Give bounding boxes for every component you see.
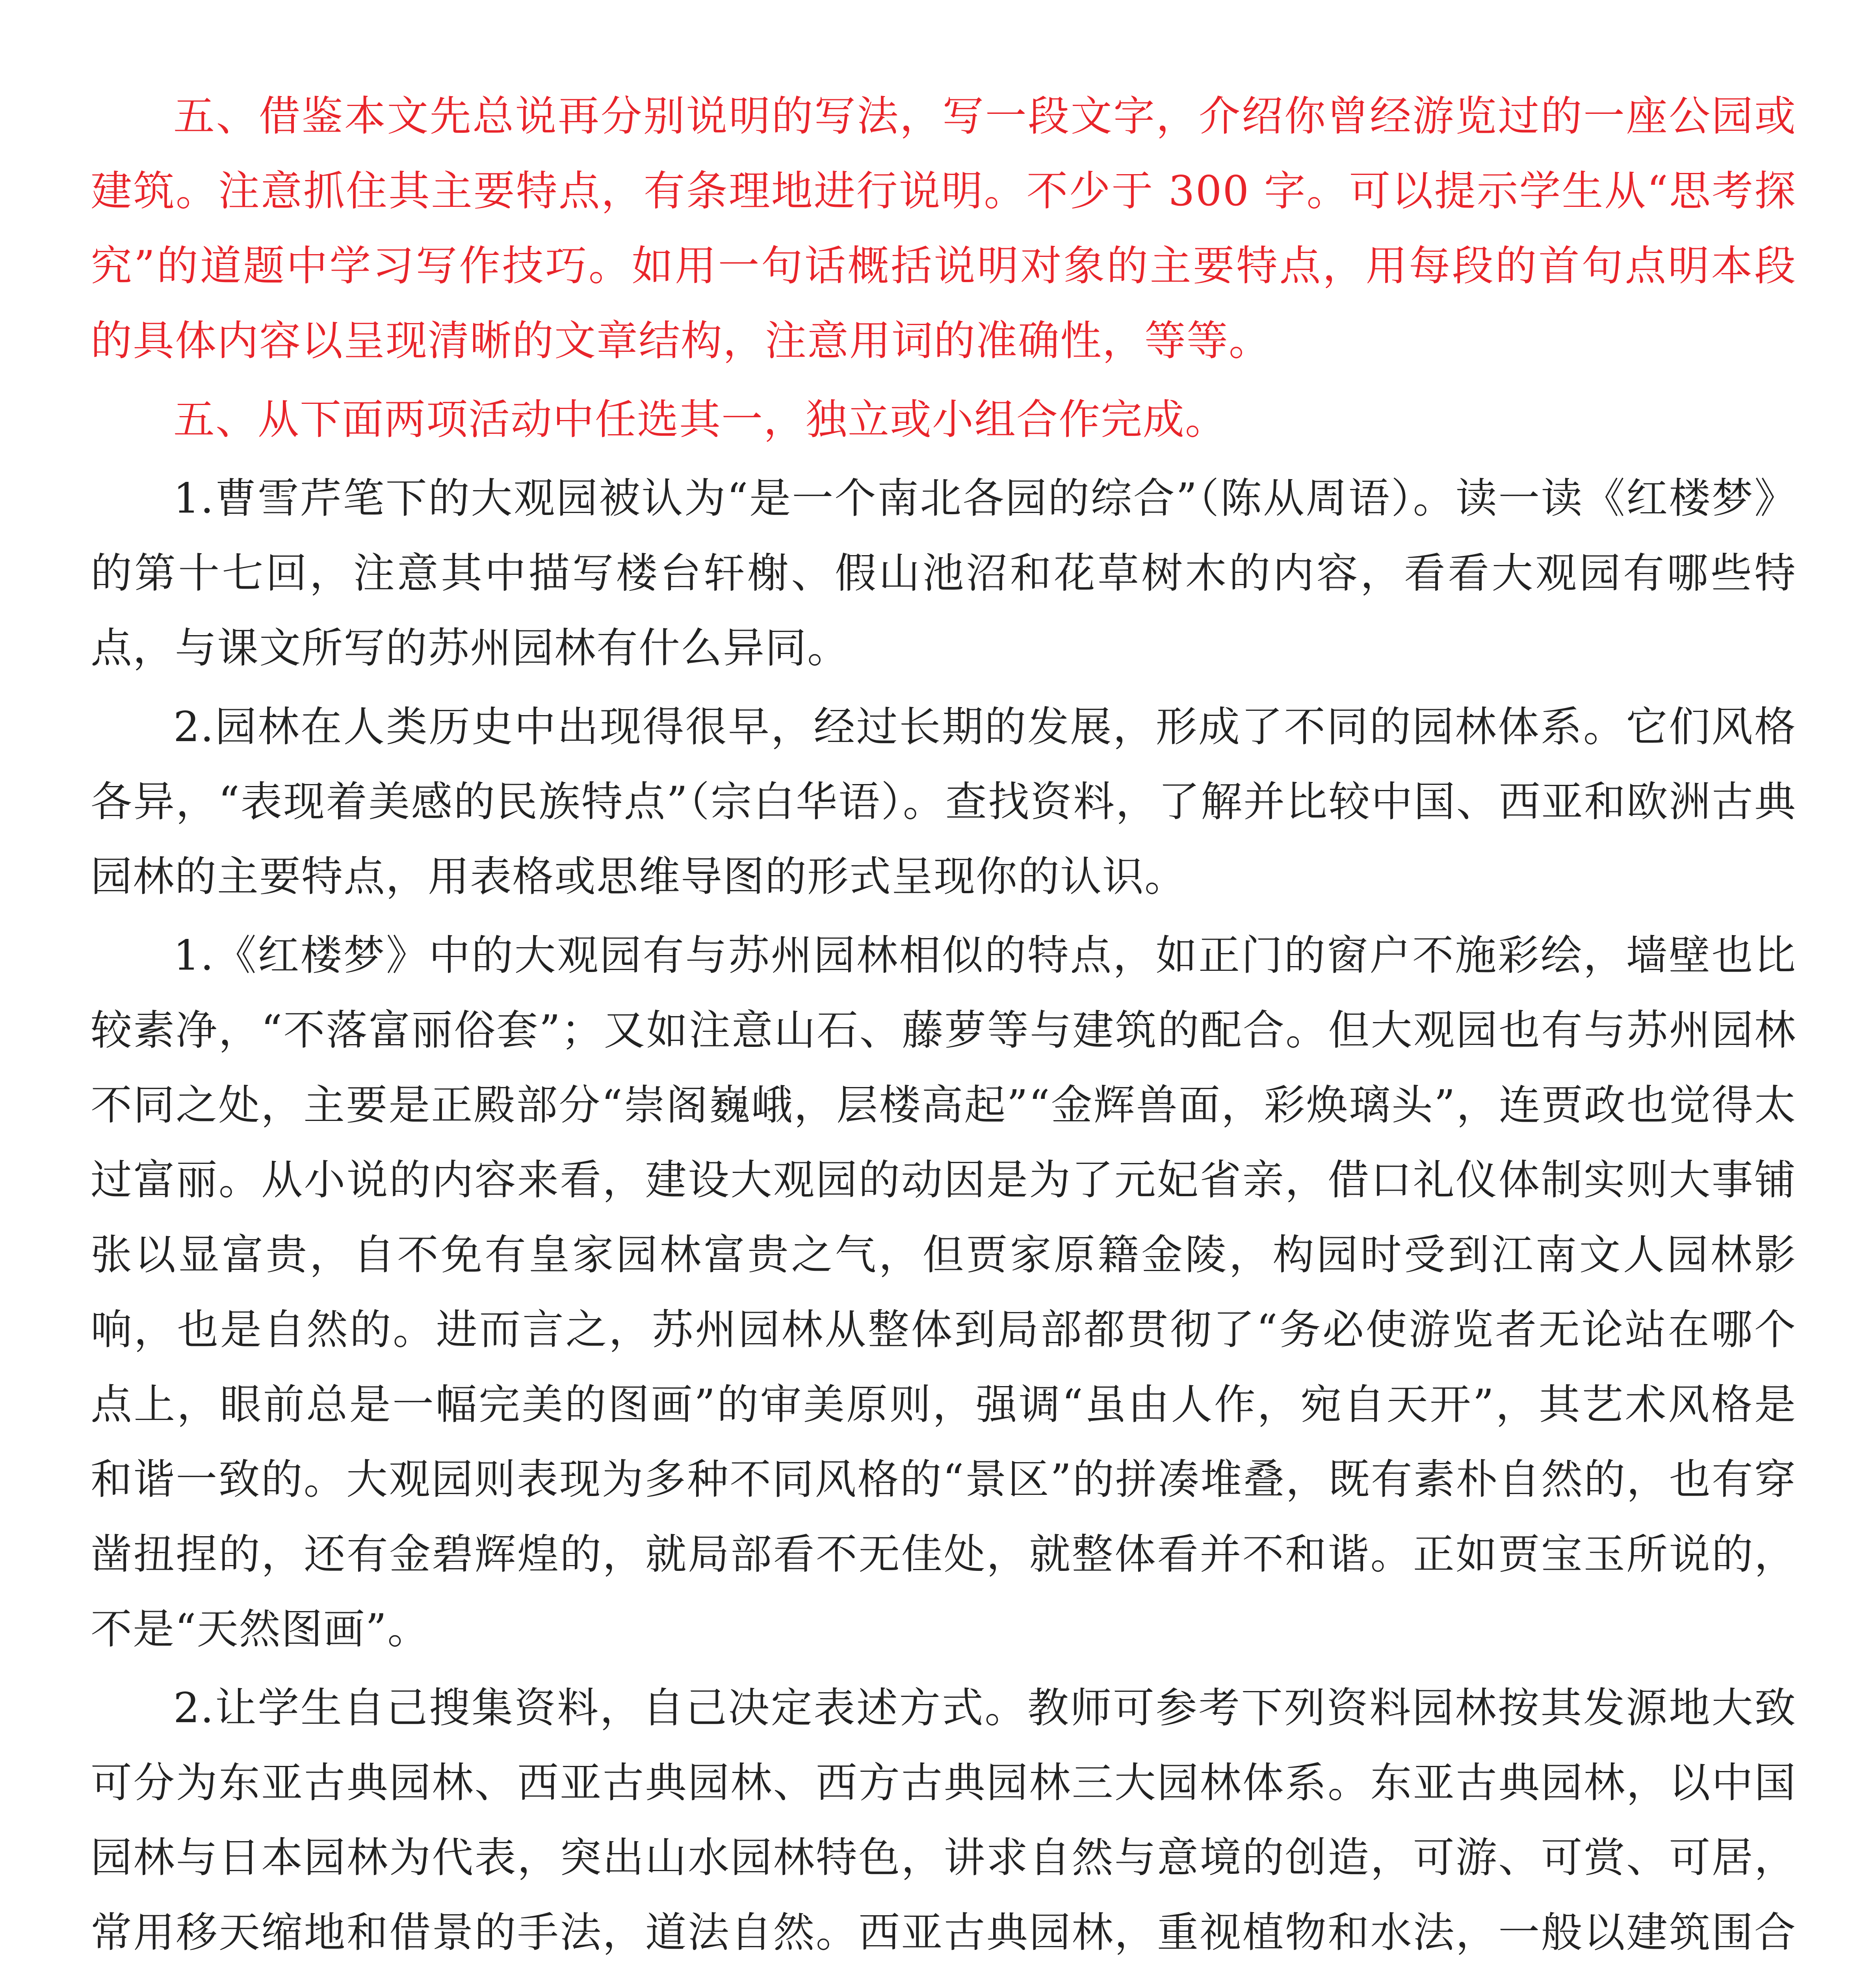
activity-two-answer: 2.让学生自己搜集资料，自己决定表述方式。教师可参考下列资料园林按其发源地大致可分为东亚古典园林、西亚古典园林、西方古典园林三大园林体系。东亚古典园林，以中国园林与日本园林为代表，突出山水园林特色，讲求自然与意境的创造，可游、可赏、可居，常用移天缩地和借景的手法，道法自然。西亚古典园林，重视植物和水法，一般以建筑围合 [91,1684,1796,1957]
exercise-five-writing: 五、借鉴本文先总说再分别说明的写法，写一段文字，介绍你曾经游览过的一座公园或建筑。注意抓住其主要特点，有条理地进行说明。不少于 300 字。可以提示学生从“思考探究”的道题中学习写作技巧。如用一句话概括说明对象的主要特点，用每段的首句点明本段的具体内容以呈现清晰的文章结构，注意用词的准确性，等等。 [91,92,1796,365]
activity-two-prompt: 2.园林在人类历史中出现得很早，经过长期的发展，形成了不同的园林体系。它们风格各异，“表现着美感的民族特点”（宗白华语）。查找资料，了解并比较中国、西亚和欧洲古典园林的主要特点，用表格或思维导图的形式呈现你的认识。 [91,703,1796,901]
activity-one-prompt: 1.曹雪芹笔下的大观园被认为“是一个南北各园的综合”（陈从周语）。读一读《红楼梦》的第十七回，注意其中描写楼台轩榭、假山池沼和花草树木的内容，看看大观园有哪些特点，与课文所写的苏州园林有什么异同。 [91,474,1796,672]
document-page [91,79,1796,1970]
activity-one-answer: 1.《红楼梦》中的大观园有与苏州园林相似的特点，如正门的窗户不施彩绘，墙壁也比较素净，“不落富丽俗套”；又如注意山石、藤萝等与建筑的配合。但大观园也有与苏州园林不同之处，主要是正殿部分“崇阁巍峨，层楼高起”“金辉兽面，彩焕璃头”，连贾政也觉得太过富丽。从小说的内容来看，建设大观园的动因是为了元妃省亲，借口礼仪体制实则大事铺张以显富贵，自不免有皇家园林富贵之气，但贾家原籍金陵，构园时受到江南文人园林影响，也是自然的。进而言之，苏州园林从整体到局部都贯彻了“务必使游览者无论站在哪个点上，眼前总是一幅完美的图画”的审美原则，强调“虽由人作，宛自天开”，其艺术风格是和谐一致的。大观园则表现为多种不同风格的“景区”的拼凑堆叠，既有素朴自然的，也有穿凿扭捏的，还有金碧辉煌的，就局部看不无佳处，就整体看并不和谐。正如贾宝玉所说的，不是“天然图画”。 [91,931,1796,1653]
exercise-five-activities: 五、从下面两项活动中任选其一，独立或小组合作完成。 [173,396,1228,444]
